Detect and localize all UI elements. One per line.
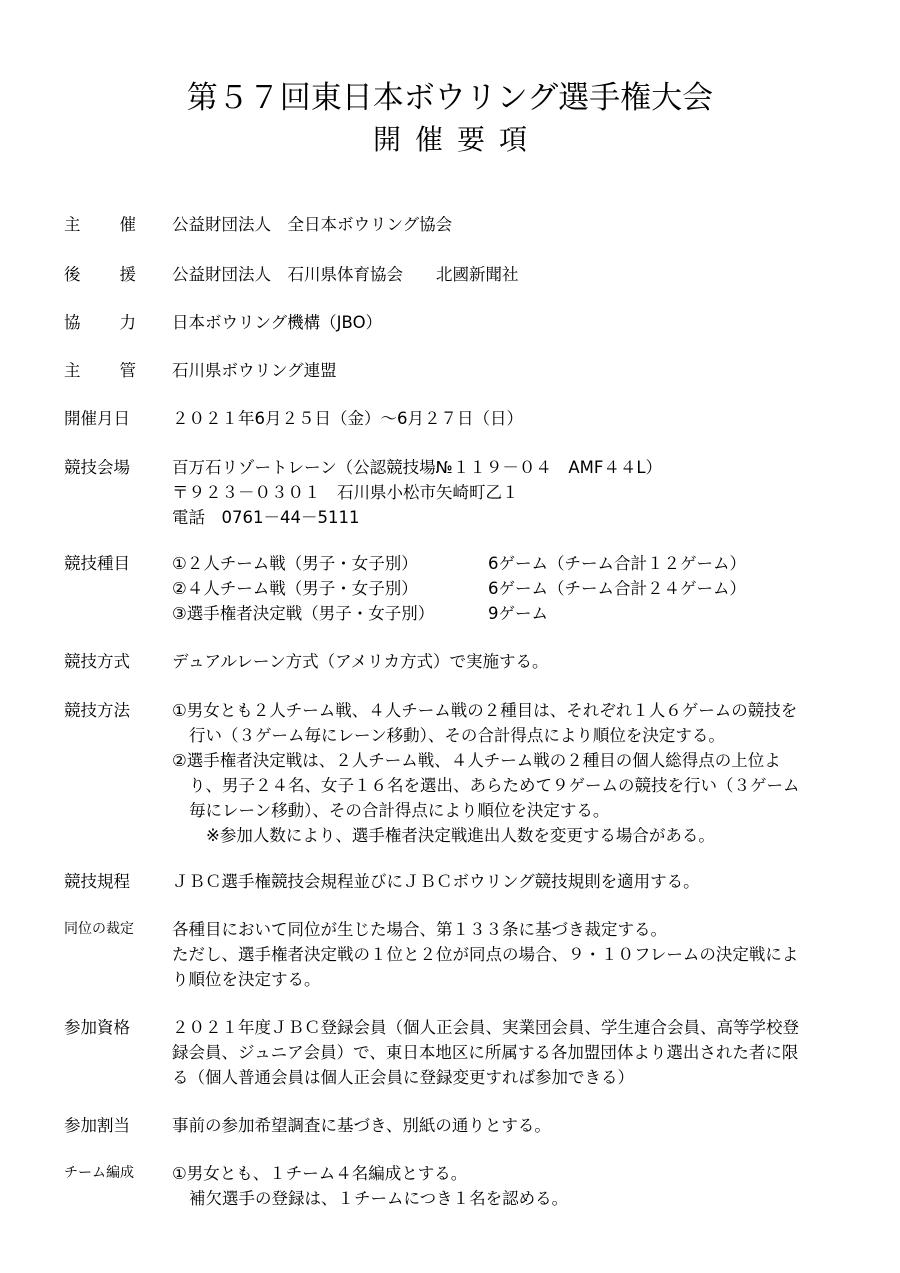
section-label: 後 援: [64, 265, 136, 284]
section-label: 主 催: [64, 215, 136, 234]
document-subtitle: 開催要項: [372, 123, 541, 156]
section-label: 競技方法: [64, 701, 130, 720]
section-label: 開催月日: [64, 409, 130, 428]
section-label: 主 管: [64, 361, 136, 380]
section-label: 競技規程: [64, 872, 130, 891]
section-content: ２０２１年6月２５日（金）～6月２７日（日）: [172, 409, 523, 428]
section-label: 同位の裁定: [64, 921, 134, 937]
section-label: 参加割当: [64, 1116, 130, 1135]
section-content: 各種目において同位が生じた場合、第１３３条に基づき裁定する。 ただし、選手権者決定戦の１位と２位が同点の場合、９・１０フレームの決定戦によ り順位を決定する。: [172, 920, 799, 989]
section-content: ①男女とも、１チーム４名編成とする。 補欠選手の登録は、１チームにつき１名を認める。: [172, 1164, 569, 1208]
section-content: 公益財団法人 石川県体育協会 北國新聞社: [172, 265, 519, 284]
section-content: [172, 551, 870, 626]
section-content: デュアルレーン方式（アメリカ方式）で実施する。: [172, 652, 549, 671]
section-label: 参加資格: [64, 1018, 130, 1037]
section-label: 競技会場: [64, 458, 130, 477]
section-content: 事前の参加希望調査に基づき、別紙の通りとする。: [172, 1116, 551, 1135]
section-content: ＪＢＣ選手権競技会規程並びにＪＢＣボウリング競技規則を適用する。: [172, 872, 700, 891]
document-title: 第５７回東日本ボウリング選手権大会: [186, 80, 714, 116]
section-content: ①男女とも２人チーム戦、４人チーム戦の２種目は、それぞれ１人６ゲームの競技を 行い（３ゲーム毎にレーン移動）、その合計得点により順位を決定する。 ②選手権者決定戦は、２人チーム戦、４人チーム戦の２種目の個人総得点の上位よ り、男子２４名、女子１６名を選出、あらためて９ゲームの競技を行い（３ゲーム 毎にレーン移動）、その合計得点により順位を決定する。 ※参加人数により、選手権者決定戦進出人数を変更する場合がある。: [172, 701, 800, 845]
section-content: ２０２１年度ＪＢＣ登録会員（個人正会員、実業団会員、学生連合会員、高等学校登 録会員、ジュニア会員）で、東日本地区に所属する各加盟団体より選出された者に限 る（個人普通会員は個人正会員に登録変更すれば参加できる）: [172, 1018, 799, 1087]
section-label: チーム編成: [64, 1165, 134, 1181]
section-content: 石川県ボウリング連盟: [172, 361, 337, 380]
section-label: 競技種目: [64, 554, 130, 573]
section-content: 日本ボウリング機構（JBO）: [172, 313, 383, 332]
section-label: 協 力: [64, 313, 136, 332]
event-row: ②４人チーム戦（男子・女子別） 6ゲーム（チーム合計２４ゲーム）: [172, 579, 746, 598]
section-content: 公益財団法人 全日本ボウリング協会: [172, 215, 453, 234]
section-label: 競技方式: [64, 652, 130, 671]
section-content: 百万石リゾートレーン（公認競技場№１１９－０４ AMF４４L） 〒９２３－０３０１ 石川県小松市矢崎町乙１ 電話 0761－44－5111: [172, 458, 663, 527]
event-row: ③選手権者決定戦（男子・女子別） 9ゲーム: [172, 604, 548, 623]
event-row: ①２人チーム戦（男子・女子別） 6ゲーム（チーム合計１２ゲーム）: [172, 554, 746, 573]
